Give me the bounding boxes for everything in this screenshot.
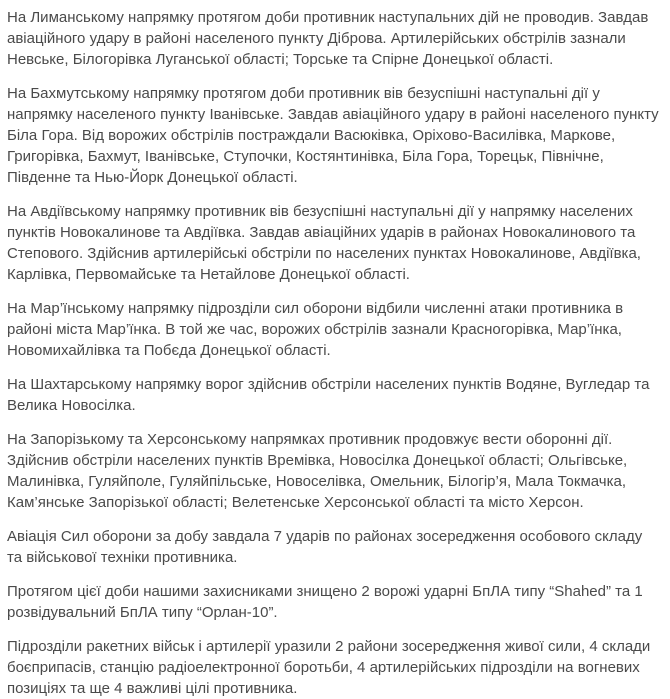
report-paragraph-missile-artillery: Підрозділи ракетних військ і артилерії уразили 2 райони зосередження живої сили, 4 склади боєприпасів, станцію радіоелектронної боротьби, 4 артилерійських підрозділи на вогневих позиціях та ще 4 важливі цілі противника. — [7, 638, 651, 697]
report-paragraph-marinka: На Мар’їнському напрямку підрозділи сил оборони відбили численні атаки противника в районі міста Мар’їнка. В той же час, ворожих обстрілів зазнали Красногорівка, Мар’їнка, Новомихайлівка та Побєда Донецької області. — [7, 300, 624, 359]
report-paragraph-uav-destroyed: Протягом цієї доби нашими захисниками знищено 2 ворожі ударні БпЛА типу “Shahed” та 1 розвідувальний БпЛА типу “Орлан-10”. — [7, 583, 643, 621]
report-paragraph-zaporizhzhia-kherson: На Запорізькому та Херсонському напрямках противник продовжує вести оборонні дії. Здійснив обстріли населених пунктів Времівка, Новосілка Донецької області; Ольгівське, Малинівка, Гуляйполе, Гуляйпільське, Новоселівка, Омельник, Білогір’я, Мала Токмачка, Кам’янське Запорізької області; Велетенське Херсонської області та місто Херсон. — [7, 431, 628, 511]
report-paragraph-shakhtarsk: На Шахтарському напрямку ворог здійснив обстріли населених пунктів Водяне, Вугледар та Велика Новосілка. — [7, 376, 650, 414]
report-paragraph-aviation: Авіація Сил оборони за добу завдала 7 ударів по районах зосередження особового складу та військової техніки противника. — [7, 528, 643, 566]
report-paragraph-bakhmut: На Бахмутському напрямку протягом доби противник вів безуспішні наступальні дії у напрямку населеного пункту Іванівське. Завдав авіаційного удару в районі населеного пункту Біла Гора. Від ворожих обстрілів постраждали Васюківка, Оріхово-Василівка, Маркове, Григорівка, Бахмут, Іванівське, Ступочки, Костянтинівка, Біла Гора, Торецьк, Північне, Південне та Нью-Йорк Донецької області. — [7, 85, 659, 186]
report-paragraph-avdiivka: На Авдіївському напрямку противник вів безуспішні наступальні дії у напрямку населених пунктів Новокалинове та Авдіївка. Завдав авіаційних ударів в районах Новокалинового та Степового. Здійснив артилерійські обстріли по населених пунктах Новокалинове, Авдіївка, Карлівка, Первомайське та Нетайлове Донецької області. — [7, 203, 641, 283]
report-paragraph-lyman: На Лиманському напрямку протягом доби противник наступальних дій не проводив. Завдав авіаційного удару в районі населеного пункту Діброва. Артилерійських обстрілів зазнали Невське, Білогорівка Луганської області; Торське та Спірне Донецької області. — [7, 9, 649, 68]
